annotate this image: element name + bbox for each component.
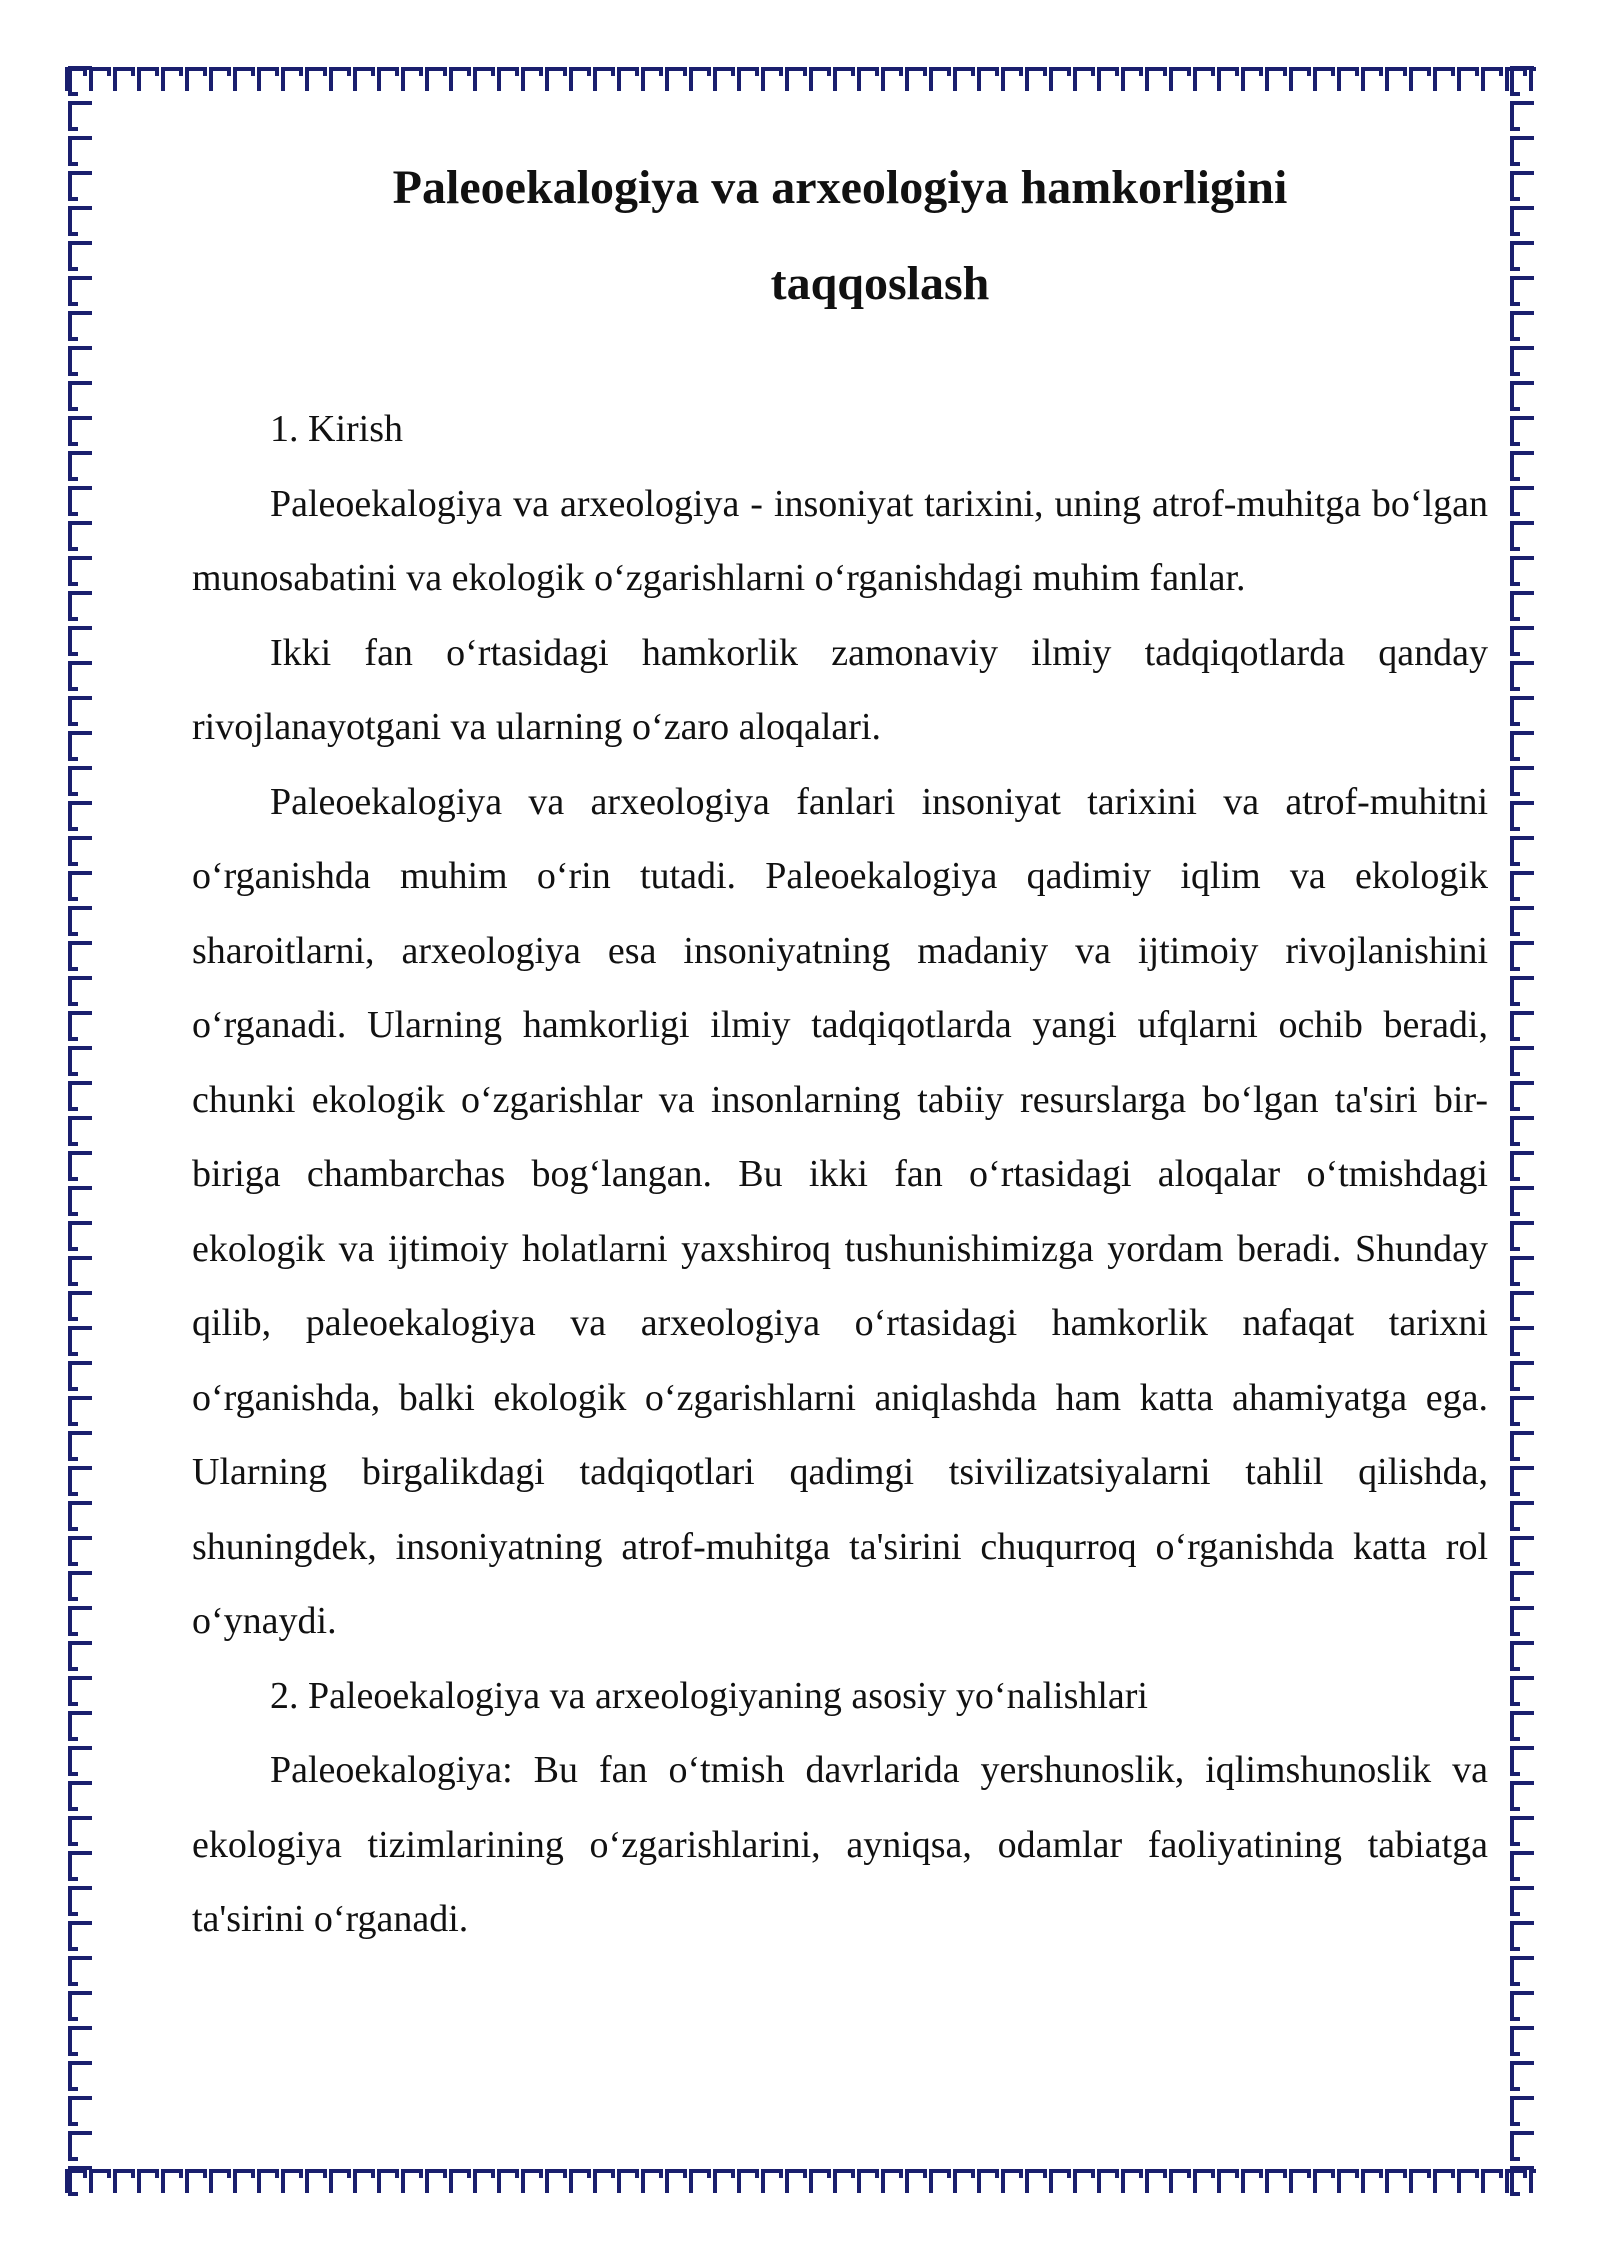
document-body [192,140,1488,1957]
paragraph-collaboration: Ikki fan oʻrtasidagi hamkorlik zamonaviy ilmiy tadqiqotlarda qanday rivojlanayotgani va ularning oʻzaro aloqalari. [192,631,1488,748]
paragraph-intro: Paleoekalogiya va arxeologiya - insoniyat tarixini, uning atrof-muhitga boʻlgan munosabatini va ekologik oʻzgarishlarni oʻrganishdagi muhim fanlar. [192,482,1488,599]
border-top [64,64,1536,94]
title-line-1: Paleoekalogiya va arxeologiya hamkorligini [392,161,1288,214]
border-left [64,64,94,2196]
title-line-2: taqqoslash [770,257,990,310]
document-title [192,140,1488,332]
border-right [1506,64,1536,2196]
paragraph-main: Paleoekalogiya va arxeologiya fanlari insoniyat tarixini va atrof-muhitni oʻrganishda muhim oʻrin tutadi. Paleoekalogiya qadimiy iqlim va ekologik sharoitlarni, arxeologiya esa insoniyatning madaniy va ijtimoiy rivojlanishini oʻrganadi. Ularning hamkorligi ilmiy tadqiqotlarda yangi ufqlarni ochib beradi, chunki ekologik oʻzgarishlar va insonlarning tabiiy resurslarga boʻlgan ta'siri bir-biriga chambarchas bogʻlangan. Bu ikki fan oʻrtasidagi aloqalar oʻtmishdagi ekologik va ijtimoiy holatlarni yaxshiroq tushunishimizga yordam beradi. Shunday qilib, paleoekalogiya va arxeologiya oʻrtasidagi hamkorlik nafaqat tarixni oʻrganishda, balki ekologik oʻzgarishlarni aniqlashda ham katta ahamiyatga ega. Ularning birgalikdagi tadqiqotlari qadimgi tsivilizatsiyalarni tahlil qilishda, shuningdek, insoniyatning atrof-muhitga ta'sirini chuqurroq oʻrganishda katta rol oʻynaydi. [192,780,1488,1642]
section-heading-intro: 1. Kirish [270,408,403,450]
border-bottom [64,2166,1536,2196]
section-heading-directions: 2. Paleoekalogiya va arxeologiyaning asosiy yoʻnalishlari [270,1674,1148,1717]
paragraph-paleoecology: Paleoekalogiya: Bu fan oʻtmish davrlarida yershunoslik, iqlimshunoslik va ekologiya tizimlarining oʻzgarishlarini, ayniqsa, odamlar faoliyatining tabiatga ta'sirini oʻrganadi. [192,1749,1488,1940]
